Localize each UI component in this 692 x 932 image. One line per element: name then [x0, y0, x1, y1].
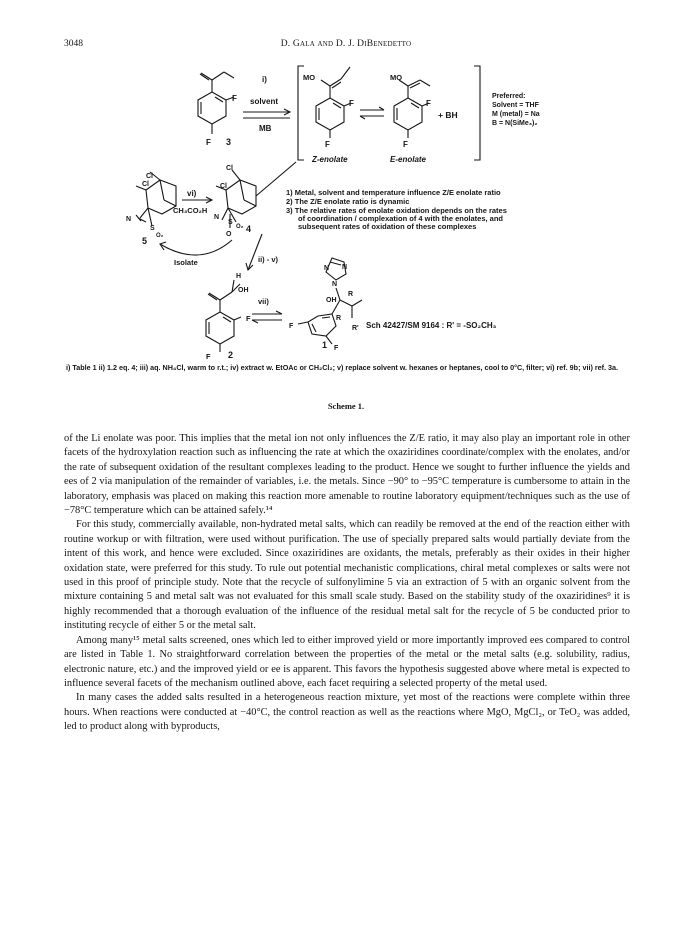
paragraph: In many cases the added salts resulted in a heterogeneous reaction mixture, yet most of the reactions were complete within three hours. When reactions were conducted at −40°C, the control reaction as well as the reactions where MgO, MgCl₂, or TeO₂ was added, led to product along with byproducts,	[64, 692, 630, 733]
e-enolate-structure	[394, 80, 430, 138]
z-enolate-label: Z-enolate	[312, 155, 348, 164]
mb-label: MB	[259, 124, 272, 133]
n-label: N	[214, 214, 220, 221]
o2-label: O₂	[156, 233, 164, 239]
compound-5-label: 5	[142, 236, 148, 246]
n-label: N	[342, 264, 348, 271]
compound-4-structure	[216, 170, 256, 228]
product-label: Sch 42427/SM 9164 : R' = -SO₂CH₃	[366, 321, 497, 330]
compound-2-label: 2	[228, 350, 234, 360]
oh-label: OH	[326, 297, 337, 304]
scheme-title: Scheme 1.	[327, 401, 365, 411]
f-label: F	[334, 345, 339, 352]
plus-bh-label: + BH	[438, 110, 458, 120]
cl-label: Cl	[142, 181, 149, 188]
preferred-metal: M (metal) = Na	[492, 111, 540, 118]
f-label: F	[426, 99, 431, 108]
step-i-label: i)	[262, 75, 267, 84]
compound-3-label: 3	[226, 137, 232, 147]
scheme-caption: i) Table 1 ii) 1.2 eq. 4; iii) aq. NH₄Cl, warm to r.t.; iv) extract w. EtOAc or CH₂Cl₂; v) replace solvent w. hexanes or heptanes, cool to 0°C, filter; vi) ref. 9b; vii) ref. 3a.	[66, 363, 619, 372]
r-label: R	[348, 291, 354, 298]
f-label: F	[246, 314, 251, 323]
body-text	[64, 432, 630, 735]
running-authors: D. Gala and D. J. DiBenedetto	[280, 39, 412, 49]
recycle-arrow	[160, 240, 232, 255]
s-label: S	[228, 219, 233, 226]
cl-label: Cl	[220, 183, 227, 190]
note-3b: of coordination / complexation of 4 with the enolates, and	[298, 214, 504, 223]
step-ii-v-label: ii) - v)	[258, 255, 278, 264]
f-label: F	[232, 94, 237, 103]
preferred-title: Preferred:	[492, 93, 526, 100]
s-label: S	[150, 225, 155, 232]
reaction-arrow	[248, 234, 262, 270]
mo-label: MO	[303, 73, 316, 82]
cl-label: Cl	[146, 173, 153, 180]
compound-3-structure	[198, 72, 234, 134]
step-vii-label: vii)	[258, 297, 269, 306]
o-label: O	[226, 231, 232, 238]
r-prime-label: R'	[352, 325, 359, 332]
f-label: F	[206, 352, 211, 360]
n-label: N	[324, 265, 330, 272]
step-vi-label: vi)	[187, 189, 197, 198]
paragraph: For this study, commercially available, non-hydrated metal salts, which can readily be removed at the end of the reaction either with routine workup or with filtration, were used without purification. The use of specially prepared salts would partially deviate from the intent of this work, and hence were excluded. Since oxaziridines are oxidants, the metals, preferably as their oxides in their higher oxidation state, were preferred for this study. To rule out potential mechanistic complications, chiral metal complexes or salts were not used in this proof of principle study. Note that the recycle of sulfonylimine 5 via an extraction of 5 with an organic solvent from the mixture containing 5 and metal salt was not evaluated for this small scale study. Based on the stability study of the oxaziridines⁹ it is highly recommended that a thorough evaluation of the influence of the residual metal salt for the recycle of 5 be conducted prior to instituting recycle of either 5 or the metal salt.	[64, 519, 630, 632]
note-2: 2) The Z/E enolate ratio is dynamic	[286, 197, 410, 206]
f-label: F	[349, 99, 354, 108]
r-label: R	[336, 315, 342, 322]
compound-4-label: 4	[246, 224, 252, 234]
f-label: F	[325, 140, 330, 149]
n-label: N	[332, 281, 338, 288]
compound-1-label: 1	[322, 340, 328, 350]
n-label: N	[126, 216, 132, 223]
mo-label: MO	[390, 73, 403, 82]
note-3c: subsequent rates of oxidation of these complexes	[298, 222, 477, 231]
f-label: F	[403, 140, 408, 149]
paragraph: of the Li enolate was poor. This implies that the metal ion not only influences the Z/E ratio, it may also play an important role in other facets of the hydroxylation reaction such as influencing the rate at which the oxaziridines coordinate/complex with the enolates, and/or the rate of subsequent oxidation of the resultant complexes leading to the product. Hence we sought to further influence the yields and ees of 2 via manipulation of the remainder of variables, i.e. the metals. Since −90° to −95°C temperature is cumbersome to attain in the laboratory, emphasis was placed on making this reaction more amenable to routine laboratory equipment/techniques such as the use of −78°C temperature which can be attained safely.¹⁴	[64, 433, 630, 517]
h-label: H	[236, 273, 242, 280]
compound-2-structure	[206, 280, 241, 352]
bracket-right	[474, 66, 480, 160]
preferred-base: B = N(SiMe₃)₂	[492, 120, 538, 127]
e-enolate-label: E-enolate	[390, 155, 427, 164]
reaction-scheme	[0, 0, 692, 360]
cl-label: Cl	[226, 165, 233, 172]
peracid-label: CH₃CO₂H	[173, 206, 208, 215]
preferred-solvent: Solvent = THF	[492, 102, 539, 109]
paragraph: Among many¹⁵ metal salts screened, ones which led to either improved yield or more importantly improved ees compared to control are listed in Table 1. No straightforward correlation between the properties of the metal or the metal salts (e.g. solubility, radius, electronic nature, etc.) and the improved yield or ee is apparent. This favors the hypothesis suggested above where metal is expected to influence several facets of the mechanism outlined above, each facet requiring a selected property of the metal used.	[64, 634, 630, 689]
isolate-label: Isolate	[174, 258, 198, 267]
f-label: F	[289, 323, 294, 330]
solvent-label: solvent	[250, 97, 279, 106]
page-number: 3048	[64, 39, 83, 49]
z-enolate-structure	[316, 67, 351, 138]
note-3a: 3) The relative rates of enolate oxidation depends on the rates	[286, 206, 507, 215]
note-1: 1) Metal, solvent and temperature influence Z/E enolate ratio	[286, 188, 501, 197]
o2-label: O₂	[236, 224, 244, 230]
f-label: F	[206, 138, 211, 147]
oh-label: OH	[238, 287, 249, 294]
